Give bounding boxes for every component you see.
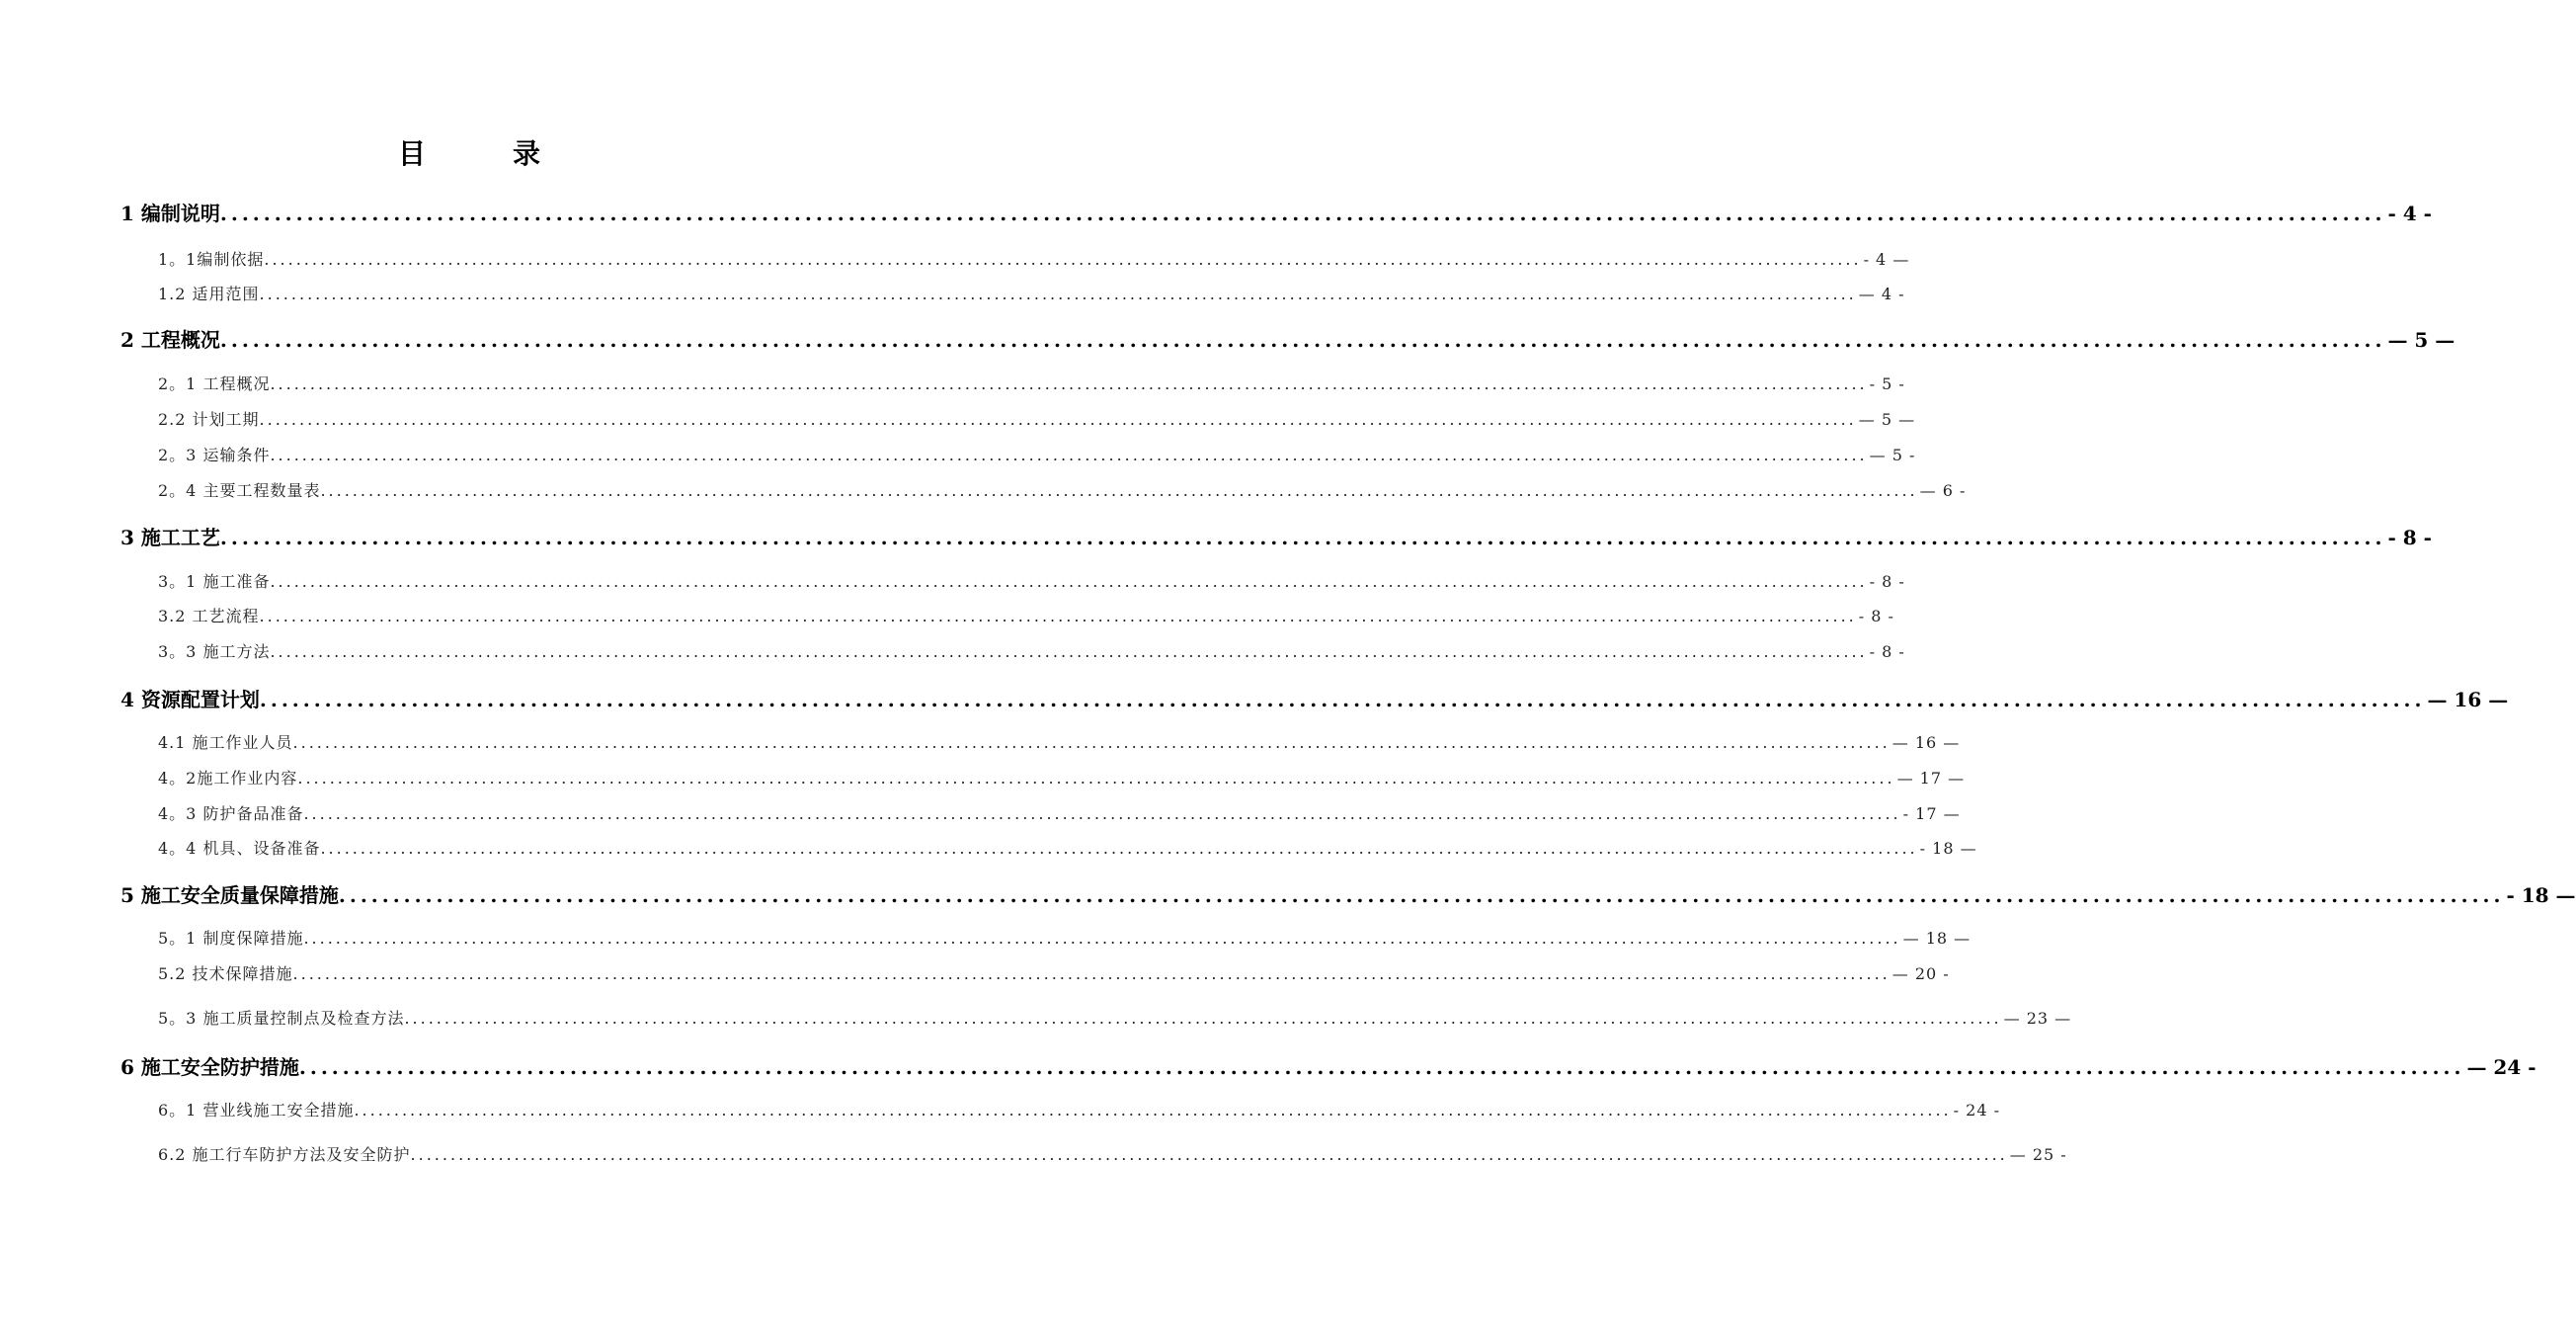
toc-entry-label: 1 编制说明 <box>121 202 220 225</box>
toc-page-number: — 5 - <box>1869 446 1916 464</box>
toc-chapter-entry[interactable] <box>121 1051 2536 1079</box>
toc-leader-dots: ........................................................................................................................................................................................................ <box>292 733 1891 752</box>
toc-section-entry[interactable] <box>158 569 1905 593</box>
toc-leader-dots: ........................................................................................................................................................................................................ <box>219 526 2386 549</box>
toc-page-number: - 18 — <box>2506 883 2576 907</box>
toc-page-number: — 23 — <box>2003 1009 2072 1028</box>
toc-page-number: — 5 — <box>2387 328 2455 352</box>
toc-page-number: - 18 — <box>1919 839 1977 858</box>
toc-entry-label: 2。3 运输条件 <box>158 446 271 464</box>
toc-leader-dots: ........................................................................................................................................................................................................ <box>320 839 1918 858</box>
page-title: 目 录 <box>397 137 570 170</box>
toc-entry-label: 5 施工安全质量保障措施 <box>121 883 339 907</box>
toc-chapter-entry[interactable] <box>121 684 2509 711</box>
toc-entry-label: 6 施工安全防护措施 <box>121 1055 299 1079</box>
toc-chapter-entry[interactable] <box>121 522 2432 549</box>
toc-leader-dots: ........................................................................................................................................................................................................ <box>270 374 1868 393</box>
toc-page-number: — 24 - <box>2466 1055 2536 1079</box>
toc-entry-label: 6。1 营业线施工安全措施 <box>158 1101 355 1120</box>
toc-leader-dots: ........................................................................................................................................................................................................ <box>298 1055 2465 1079</box>
toc-page-number: — 16 — <box>2427 688 2509 711</box>
toc-entry-label: 2 工程概况 <box>121 328 220 352</box>
toc-entry-label: 4.1 施工作业人员 <box>158 733 293 752</box>
toc-section-entry[interactable] <box>158 478 1967 502</box>
toc-page-number: - 8 - <box>2387 526 2432 549</box>
toc-leader-dots: ........................................................................................................................................................................................................ <box>297 769 1895 788</box>
toc-page-number: — 25 - <box>2009 1145 2067 1164</box>
toc-leader-dots: ........................................................................................................................................................................................................ <box>259 285 1857 303</box>
toc-page-number: - 4 - <box>2387 202 2432 225</box>
toc-leader-dots: ........................................................................................................................................................................................................ <box>303 929 1901 948</box>
toc-section-entry[interactable] <box>158 372 1905 395</box>
toc-leader-dots: ........................................................................................................................................................................................................ <box>338 883 2505 907</box>
toc-page-number: - 17 — <box>1902 804 1961 823</box>
toc-entry-label: 1。1编制依据 <box>158 250 265 269</box>
toc-entry-label: 6.2 施工行车防护方法及安全防护 <box>158 1145 411 1164</box>
toc-entry-label: 3 施工工艺 <box>121 526 220 549</box>
toc-section-entry[interactable] <box>158 836 1977 860</box>
toc-page-number: - 8 - <box>1869 572 1905 591</box>
toc-leader-dots: ........................................................................................................................................................................................................ <box>320 481 1918 500</box>
toc-leader-dots: ........................................................................................................................................................................................................ <box>404 1009 2002 1028</box>
toc-section-entry[interactable] <box>158 801 1961 825</box>
toc-page-number: - 8 - <box>1869 642 1905 661</box>
toc-entry-label: 4。3 防护备品准备 <box>158 804 304 823</box>
toc-leader-dots: ........................................................................................................................................................................................................ <box>219 328 2386 352</box>
toc-entry-label: 2.2 计划工期 <box>158 410 260 429</box>
toc-page-number: - 4 — <box>1863 250 1910 269</box>
toc-leader-dots: ........................................................................................................................................................................................................ <box>303 804 1901 823</box>
toc-page-number: — 6 - <box>1919 481 1967 500</box>
toc-entry-label: 4 资源配置计划 <box>121 688 260 711</box>
toc-entry-label: 4。2施工作业内容 <box>158 769 298 788</box>
toc-entry-label: 4。4 机具、设备准备 <box>158 839 321 858</box>
toc-chapter-entry[interactable] <box>121 198 2432 225</box>
toc-leader-dots: ........................................................................................................................................................................................................ <box>219 202 2386 225</box>
toc-page-number: — 5 — <box>1858 410 1916 429</box>
toc-entry-label: 2。1 工程概况 <box>158 374 271 393</box>
toc-leader-dots: ........................................................................................................................................................................................................ <box>264 250 1862 269</box>
toc-page-number: - 8 - <box>1858 607 1894 625</box>
toc-section-entry[interactable] <box>158 1098 2000 1121</box>
toc-leader-dots: ........................................................................................................................................................................................................ <box>410 1145 2008 1164</box>
toc-entry-label: 5.2 技术保障措施 <box>158 964 293 983</box>
toc-entry-label: 2。4 主要工程数量表 <box>158 481 321 500</box>
toc-leader-dots: ........................................................................................................................................................................................................ <box>292 964 1891 983</box>
toc-entry-label: 1.2 适用范围 <box>158 285 260 303</box>
toc-leader-dots: ........................................................................................................................................................................................................ <box>259 410 1857 429</box>
toc-page-number: - 24 - <box>1953 1101 2000 1120</box>
toc-section-entry[interactable] <box>158 604 1894 627</box>
toc-entry-label: 3。3 施工方法 <box>158 642 271 661</box>
toc-page-number: — 18 — <box>1902 929 1972 948</box>
toc-section-entry[interactable] <box>158 1142 2067 1166</box>
toc-entry-label: 5。1 制度保障措施 <box>158 929 304 948</box>
toc-section-entry[interactable] <box>158 1006 2072 1030</box>
toc-section-entry[interactable] <box>158 282 1905 305</box>
toc-leader-dots: ........................................................................................................................................................................................................ <box>354 1101 1952 1120</box>
toc-chapter-entry[interactable] <box>121 324 2455 352</box>
toc-leader-dots: ........................................................................................................................................................................................................ <box>270 446 1868 464</box>
toc-leader-dots: ........................................................................................................................................................................................................ <box>259 688 2426 711</box>
toc-section-entry[interactable] <box>158 730 1961 754</box>
toc-section-entry[interactable] <box>158 247 1910 271</box>
toc-leader-dots: ........................................................................................................................................................................................................ <box>270 642 1868 661</box>
toc-page-number: — 16 — <box>1892 733 1961 752</box>
toc-section-entry[interactable] <box>158 961 1950 985</box>
toc-entry-label: 5。3 施工质量控制点及检查方法 <box>158 1009 405 1028</box>
toc-section-entry[interactable] <box>158 443 1916 466</box>
toc-page-number: — 20 - <box>1892 964 1950 983</box>
toc-leader-dots: ........................................................................................................................................................................................................ <box>270 572 1868 591</box>
toc-entry-label: 3.2 工艺流程 <box>158 607 260 625</box>
toc-entry-label: 3。1 施工准备 <box>158 572 271 591</box>
toc-page-number: — 4 - <box>1858 285 1905 303</box>
toc-section-entry[interactable] <box>158 766 1966 789</box>
toc-section-entry[interactable] <box>158 926 1972 950</box>
toc-chapter-entry[interactable] <box>121 879 2576 907</box>
toc-page-number: — 17 — <box>1896 769 1966 788</box>
toc-section-entry[interactable] <box>158 639 1905 663</box>
toc-leader-dots: ........................................................................................................................................................................................................ <box>259 607 1857 625</box>
toc-section-entry[interactable] <box>158 407 1916 431</box>
toc-page-number: - 5 - <box>1869 374 1905 393</box>
